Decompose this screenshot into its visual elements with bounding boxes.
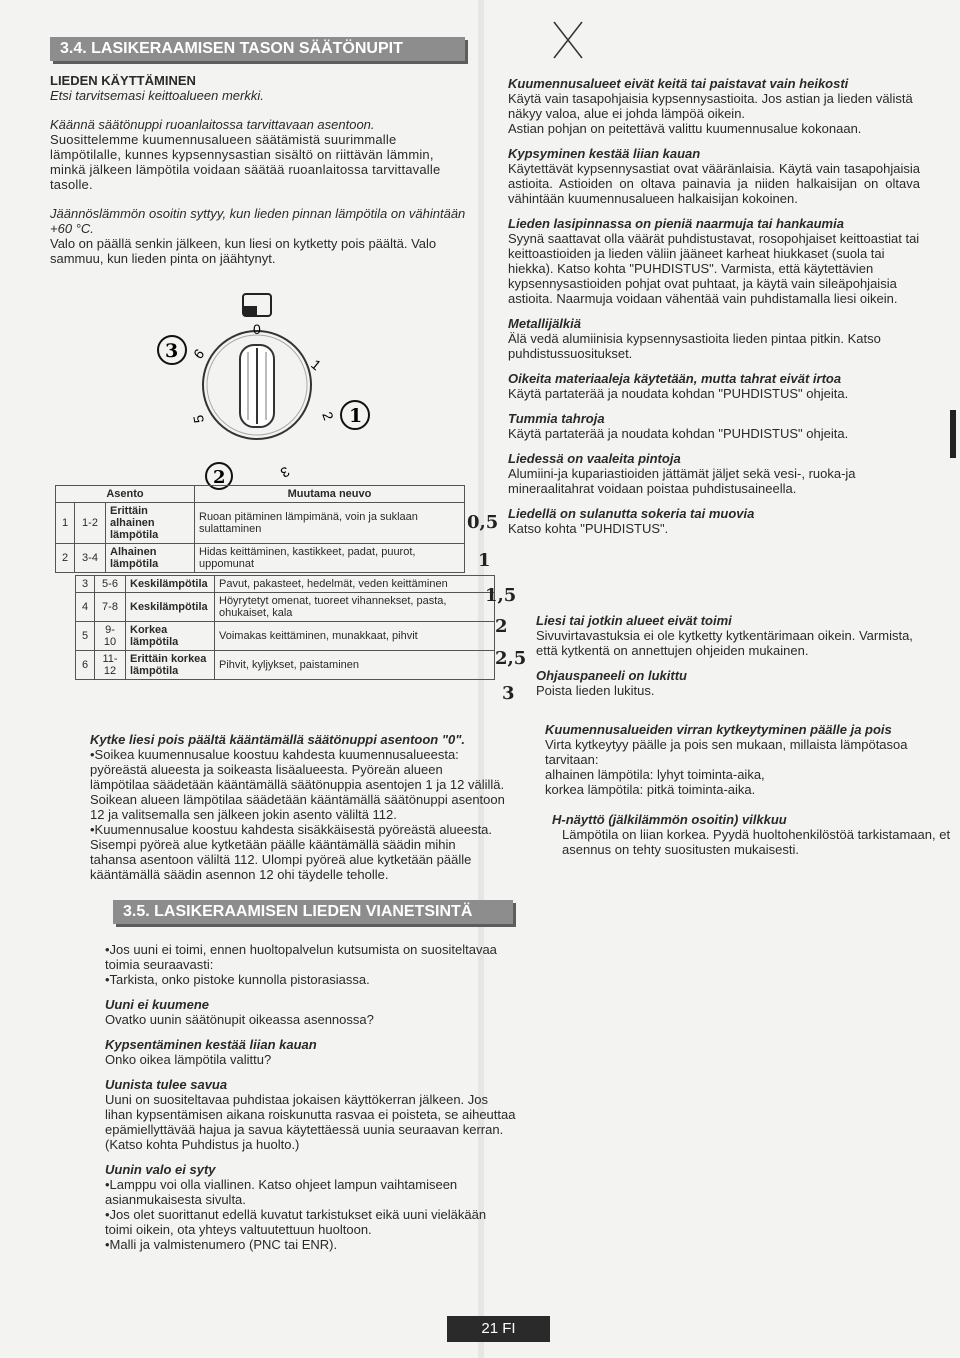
troubleshooting <box>105 942 517 1262</box>
power-table-lower <box>75 575 495 680</box>
r11-line-1: alhainen lämpötila: lyhyt toiminta-aika, <box>545 767 765 782</box>
right-column-h-display <box>552 812 952 857</box>
r3-title: Lieden lasipinnassa on pieniä naarmuja tai hankaumia <box>508 216 844 231</box>
heading-lieden-kayttaminen: LIEDEN KÄYTTÄMINEN <box>50 73 196 88</box>
power-table-wrap <box>55 485 499 680</box>
right-column-top <box>508 76 920 546</box>
r8-text: Katso kohta "PUHDISTUS". <box>508 521 669 536</box>
r2-text: Käytettävät kypsennysastiat ovat vääränlaisia. Käytä vain tasapohjaisia astioita. Astioiden on oltava painavia ja niiden halkaisijan on oltava vähintään kuumennusalueen halkaisijan kokoinen. <box>508 161 920 206</box>
table-row: 6 11-12 Erittäin korkea lämpötila Pihvit, kyljykset, paistaminen <box>76 651 495 680</box>
table-row: 1 1-2 Erittäin alhainen lämpötila Ruoan pitäminen lämpimänä, voin ja suklaan sulattaminen <box>56 503 465 544</box>
r3-text: Syynä saattavat olla väärät puhdistustavat, rosopohjaiset keittoastiat tai keittoastioiden ja lieden väliin jääneet karheat hiukkaset (suola tai hiekka). Katso kohta "PUHDISTUS". Varmista, että käytettävien kypsennysastioiden pohjat ovat puhtaat, ja käytä vain sileäpohjaisia astioita. Naarmuja voidaan vähentää vain puhdistamalla liesi oikein. <box>508 231 920 306</box>
r11-line-2: korkea lämpötila: pitkä toiminta-aika. <box>545 782 756 797</box>
q4-title: Uunin valo ei syty <box>105 1162 216 1177</box>
r7-title: Liedessä on vaaleita pintoja <box>508 451 681 466</box>
knob-label-1: 1 <box>308 356 325 374</box>
knob-diagram <box>140 290 380 490</box>
off-text-1: •Soikea kuumennusalue koostuu kahdesta kuumennusalueesta: pyöreästä alueesta ja soikeasta lisäalueesta. Pyöreän alueen lämpötilaa säädetään kääntämällä säätönuppia asentojen 1 ja 12 välillä. Soikean alueen lämpötilaa säädetään kääntämällä säätönuppi asentoon 12 ja valitsemalla sen jälkeen jokin asento väliltä 112. <box>90 747 505 822</box>
r6-text: Käytä partaterää ja noudata kohdan "PUHDISTUS" ohjeita. <box>508 426 849 441</box>
handwritten-2-5: 2,5 <box>495 648 527 669</box>
residual-text: Valo on päällä senkin jälkeen, kun liesi on kytketty pois päältä. Valo sammuu, kun lieden pinta on jäähtynyt. <box>50 236 437 266</box>
r2-title: Kypsyminen kestää liian kauan <box>508 146 701 161</box>
q1-title: Uuni ei kuumene <box>105 997 210 1012</box>
r6-title: Tummia tahroja <box>508 411 605 426</box>
table-header-position: Asento <box>56 486 195 503</box>
knob-label-3: 3 <box>277 463 293 482</box>
handwritten-1: 1 <box>478 550 491 571</box>
r10-title: Ohjauspaneeli on lukittu <box>536 668 687 683</box>
table-row: 5 9-10 Korkea lämpötila Voimakas keittäminen, munakkaat, pihvit <box>76 622 495 651</box>
off-section <box>90 732 505 882</box>
r5-title: Oikeita materiaaleja käytetään, mutta tahrat eivät irtoa <box>508 371 842 386</box>
r9-text: Sivuvirtavastuksia ei ole kytketty kytkentärimaan oikein. Varmista, että kytkentä on annettujen ohjeiden mukainen. <box>536 628 913 658</box>
handwritten-2: 2 <box>495 616 508 637</box>
knob-label-6: 6 <box>190 345 208 362</box>
r8-title: Liedellä on sulanutta sokeria tai muovia <box>508 506 755 521</box>
handwritten-1-5: 1,5 <box>485 585 517 606</box>
q3-text: Uuni on suositeltavaa puhdistaa jokaisen käyttökerran jälkeen. Jos lihan kypsentämisen aikana roiskunutta rasvaa ei poisteta, se aiheuttaa epämiellyttävää hajua ja savua käytettäessä uunia seuraavan kerran. (Katso kohta Puhdistus ja huolto.) <box>105 1092 516 1152</box>
off-text-2: •Kuumennusalue koostuu kahdesta sisäkkäisestä pyöreästä alueesta. Sisempi pyöreä alue kytketään päälle kääntämällä säädin mihin tahansa asentoon väliltä 112. Ulompi pyöreä alue kytketään päälle kääntämällä säädin asennon 12 ohi täydelle teholle. <box>90 822 493 882</box>
handwritten-0-5: 0,5 <box>467 512 499 533</box>
table-row: 2 3-4 Alhainen lämpötila Hidas keittäminen, kastikkeet, padat, puurot, uppomunat <box>56 544 465 573</box>
r1-text: Käytä vain tasapohjaisia kypsennysastioita. Jos astian ja lieden välistä näkyy valoa, alue ei johda lämpöä oikein. <box>508 91 913 121</box>
r1-title: Kuumennusalueet eivät keitä tai paistavat vain heikosti <box>508 76 849 91</box>
r7-text: Alumiini-ja kupariastioiden jättämät jäljet sekä vesi-, ruoka-ja mineraalitahrat voidaan poistaa puhdistusaineella. <box>508 466 856 496</box>
table-row: 3 5-6 Keskilämpötila Pavut, pakasteet, hedelmät, veden keittäminen <box>76 576 495 593</box>
page-number: 21 FI <box>447 1316 550 1342</box>
callout-1: 1 <box>349 405 363 427</box>
handwritten-3: 3 <box>502 683 515 704</box>
r1-text-2: Astian pohjan on peitettävä valittu kuumennusalue kokonaan. <box>508 121 862 136</box>
r12-title: H-näyttö (jälkilämmön osoitin) vilkkuu <box>552 812 787 827</box>
r4-text: Älä vedä alumiinisia kypsennysastioita lieden pintaa pitkin. Katso puhdistussuositukset. <box>508 331 881 361</box>
power-table <box>55 485 465 573</box>
knob-label-2: 2 <box>319 409 337 423</box>
callout-2: 2 <box>213 467 226 488</box>
residual-heading: Jäännöslämmön osoitin syttyy, kun lieden pinnan lämpötila on vähintään +60 °C. <box>50 206 466 236</box>
q1-text: Ovatko uunin säätönupit oikeassa asennossa? <box>105 1012 374 1027</box>
q4-text-3: •Malli ja valmistenumero (PNC tai ENR). <box>105 1237 338 1252</box>
cross-mark <box>548 18 588 62</box>
turn-text: Suosittelemme kuumennusalueen säätämistä suurimmalle lämpötilalle, kunnes kypsennysastian sisältö on riittävän lämmin, minkä jälkeen lämpötila voidaan säätää ruoanlaitossa tarvittavalle tasolle. <box>50 132 441 192</box>
turn-heading: Käännä säätönuppi ruoanlaitossa tarvittavaan asentoon. <box>50 117 375 132</box>
r4-title: Metallijälkiä <box>508 316 581 331</box>
off-heading: Kytke liesi pois päältä kääntämällä säätönuppi asentoon "0". <box>90 732 466 747</box>
r9-title: Liesi tai jotkin alueet eivät toimi <box>536 613 732 628</box>
q2-title: Kypsentäminen kestää liian kauan <box>105 1037 317 1052</box>
table-header-advice: Muutama neuvo <box>195 486 465 503</box>
right-column-mid <box>536 613 920 708</box>
section-title-3-5: 3.5. LASIKERAAMISEN LIEDEN VIANETSINTÄ <box>113 900 513 924</box>
right-column-bottom <box>545 722 950 807</box>
section-title-3-4: 3.4. LASIKERAAMISEN TASON SÄÄTÖNUPIT <box>50 37 465 61</box>
r11-title: Kuumennusalueiden virran kytkeytyminen päälle ja pois <box>545 722 892 737</box>
left-column-top <box>50 73 470 266</box>
right-edge-mark <box>950 410 956 458</box>
q3-title: Uunista tulee savua <box>105 1077 228 1092</box>
table-row: 4 7-8 Keskilämpötila Höyrytetyt omenat, tuoreet vihannekset, pasta, ohukaiset, kala <box>76 593 495 622</box>
r11-text: Virta kytkeytyy päälle ja pois sen mukaan, millaista lämpötasoa tarvitaan: <box>545 737 908 767</box>
r5-text: Käytä partaterää ja noudata kohdan "PUHDISTUS" ohjeita. <box>508 386 849 401</box>
r10-text: Poista lieden lukitus. <box>536 683 655 698</box>
q2-text: Onko oikea lämpötila valittu? <box>105 1052 272 1067</box>
q4-text-2: •Jos olet suorittanut edellä kuvatut tarkistukset eikä uuni vieläkään toimi oikein, ota yhteys valtuutettuun huoltoon. <box>105 1207 487 1237</box>
heading-sub: Etsi tarvitsemasi keittoalueen merkki. <box>50 88 264 103</box>
intro-1: •Jos uuni ei toimi, ennen huoltopalvelun kutsumista on suositeltavaa toimia seuraavasti: <box>105 942 497 972</box>
knob-label-5: 5 <box>189 413 207 425</box>
intro-2: •Tarkista, onko pistoke kunnolla pistorasiassa. <box>105 972 370 987</box>
r12-text: Lämpötila on liian korkea. Pyydä huoltohenkilöstöä tarkistamaan, et asennus on tehty suositusten mukaisesti. <box>562 827 951 857</box>
q4-text-1: •Lamppu voi olla viallinen. Katso ohjeet lampun vaihtamiseen asianmukaisesta sivulta. <box>105 1177 458 1207</box>
callout-3: 3 <box>165 340 179 362</box>
knob-label-0: 0 <box>253 321 261 337</box>
